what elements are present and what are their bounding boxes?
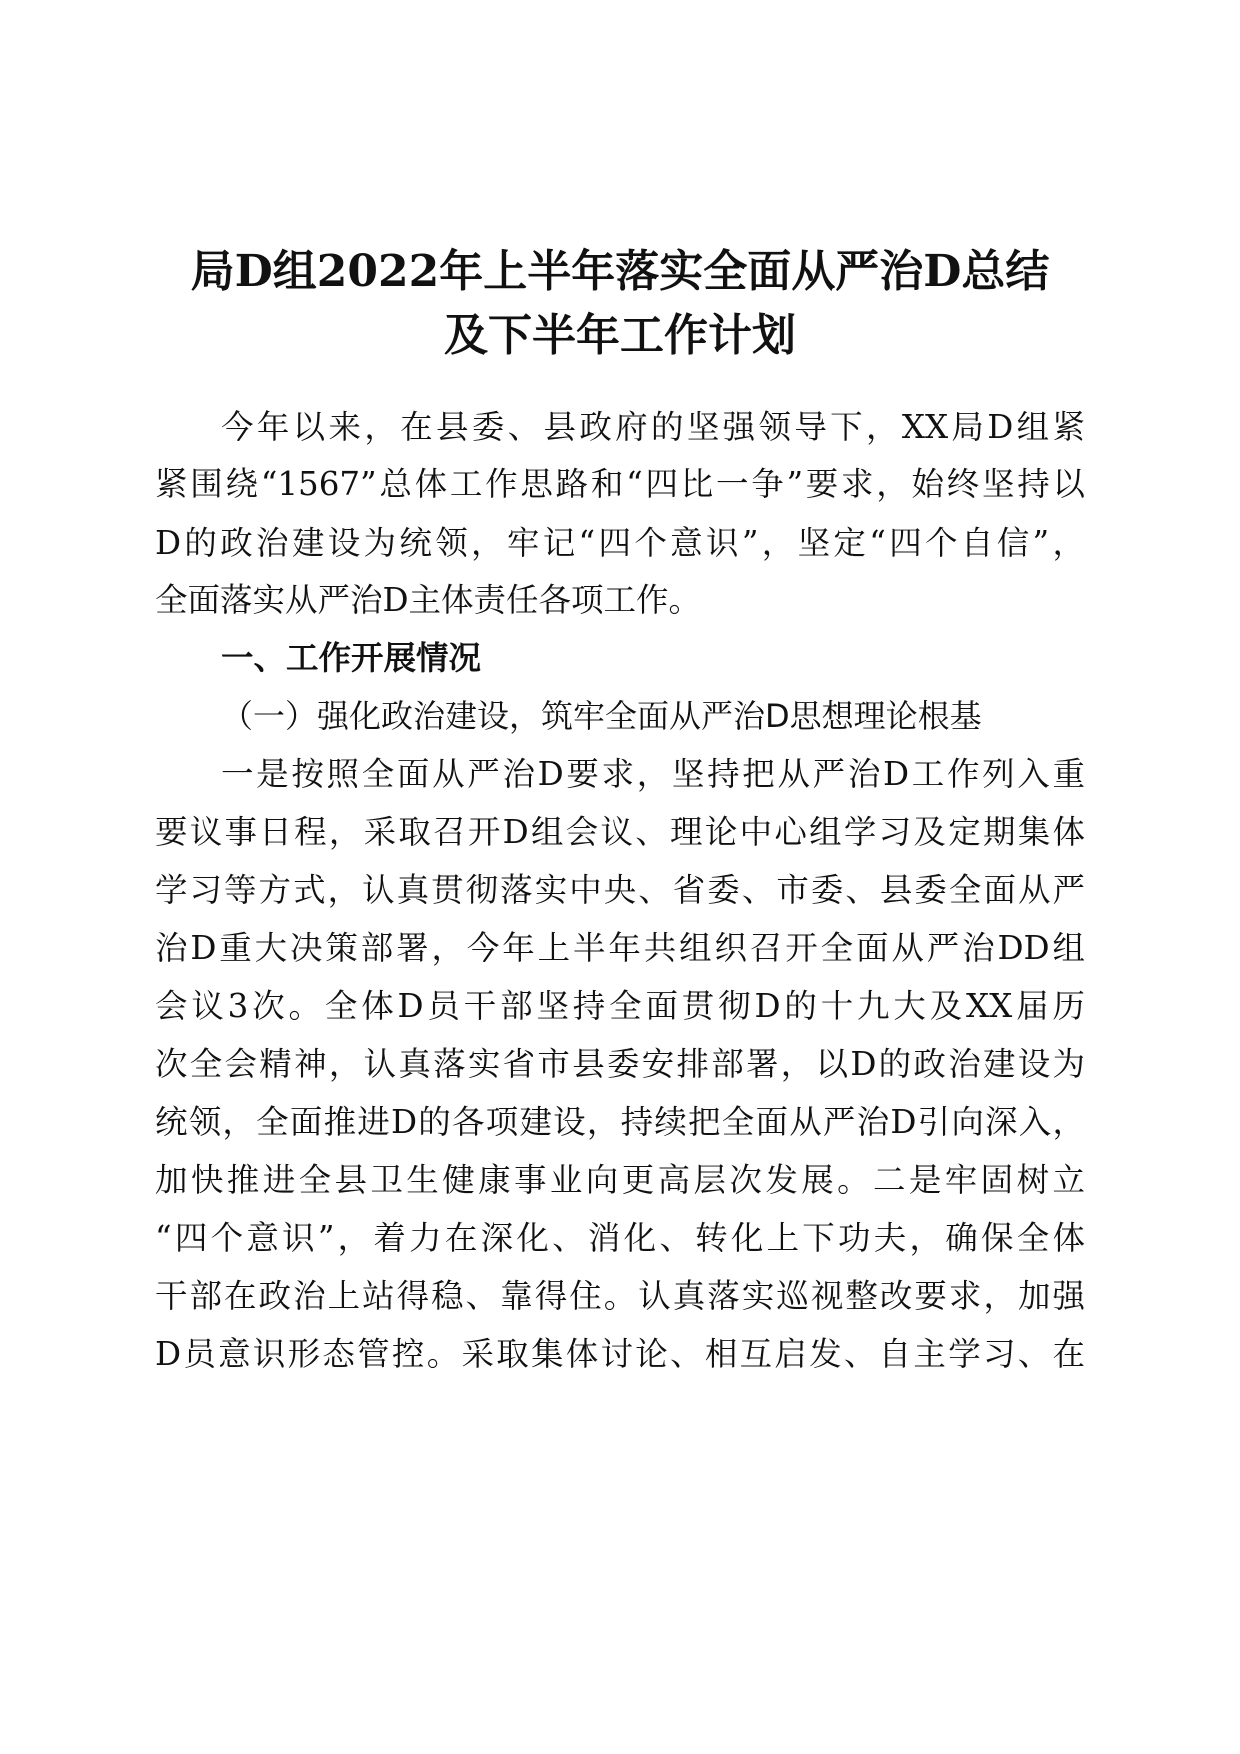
- paragraph-line: 治D重大决策部署，今年上半年共组织召开全面从严治DD组: [155, 929, 1085, 967]
- intro-line: 全面落实从严治D主体责任各项工作。: [155, 581, 702, 619]
- paragraph-line: 学习等方式，认真贯彻落实中央、省委、市委、县委全面从严: [155, 871, 1085, 909]
- paragraph-line: 干部在政治上站得稳、靠得住。认真落实巡视整改要求，加强: [155, 1277, 1085, 1315]
- intro-line: D的政治建设为统领，牢记“四个意识”，坚定“四个自信”，: [155, 524, 1085, 562]
- document-title-line-1: 局D组2022年上半年落实全面从严治D总结: [190, 246, 1050, 297]
- paragraph-line: 次全会精神，认真落实省市县委安排部署，以D的政治建设为: [155, 1045, 1085, 1083]
- subsection-heading: （一）强化政治建设，筑牢全面从严治D思想理论根基: [221, 697, 982, 735]
- paragraph-line: 会议3次。全体D员干部坚持全面贯彻D的十九大及XX届历: [155, 987, 1085, 1025]
- paragraph-line: 加快推进全县卫生健康事业向更高层次发展。二是牢固树立: [155, 1161, 1085, 1199]
- section-heading: 一、工作开展情况: [221, 639, 482, 677]
- intro-line: 今年以来，在县委、县政府的坚强领导下，XX局D组紧: [221, 408, 1085, 446]
- paragraph-line: “四个意识”，着力在深化、消化、转化上下功夫，确保全体: [155, 1219, 1085, 1257]
- paragraph-line: D员意识形态管控。采取集体讨论、相互启发、自主学习、在: [155, 1335, 1085, 1373]
- paragraph-line: 一是按照全面从严治D要求，坚持把从严治D工作列入重: [221, 755, 1085, 793]
- paragraph-line: 统领，全面推进D的各项建设，持续把全面从严治D引向深入，: [155, 1103, 1085, 1141]
- document-title-line-2: 及下半年工作计划: [444, 310, 796, 361]
- paragraph-line: 要议事日程，采取召开D组会议、理论中心组学习及定期集体: [155, 813, 1085, 851]
- intro-line: 紧围绕“1567”总体工作思路和“四比一争”要求，始终坚持以: [155, 465, 1085, 503]
